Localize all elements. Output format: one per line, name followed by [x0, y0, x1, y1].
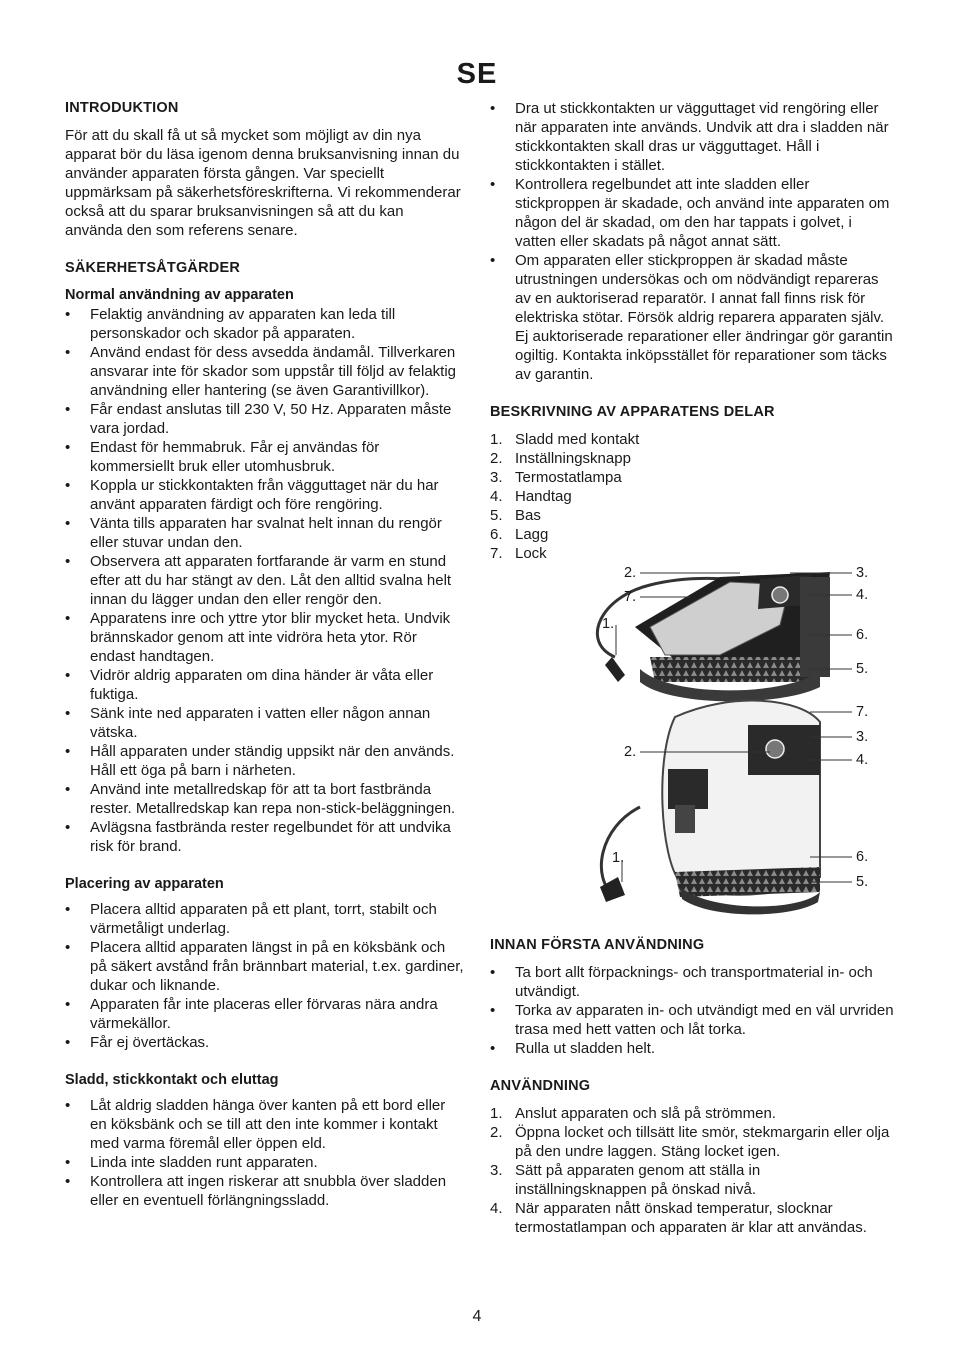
figure-label: 5. [856, 874, 869, 890]
normal-use-list [65, 305, 465, 856]
list-item: • Använd inte metallredskap för att ta bort fastbrända rester. Metallredskap kan repa non-stick-beläggningen. [65, 781, 456, 817]
list-item: • Låt aldrig sladden hänga över kanten på ett bord eller en köksbänk och se till att den inte kommer i kontakt med varma föremål eller öppen eld. [65, 1097, 446, 1152]
list-item: 3. Sätt på apparaten genom att ställa in inställningsknappen på önskad nivå. [490, 1162, 761, 1198]
before-first-use-heading: INNAN FÖRSTA ANVÄNDNING [490, 937, 705, 953]
cord-heading: Sladd, stickkontakt och eluttag [65, 1072, 279, 1088]
right-column [490, 99, 895, 1237]
list-item: • Ta bort allt förpacknings- och transportmaterial in- och utvändigt. [490, 964, 873, 1000]
figure-label: 2. [624, 565, 637, 581]
part-item: 7. Lock [490, 545, 547, 562]
figure-label: 4. [856, 587, 869, 603]
parts-list [490, 430, 895, 563]
page-language-code: SE [456, 58, 498, 90]
intro-heading: INTRODUKTION [65, 100, 179, 116]
usage-list [490, 1104, 895, 1237]
part-item: 2. Inställningsknapp [490, 450, 631, 467]
list-item: • Felaktig användning av apparaten kan leda till personskador och skador på apparaten. [65, 306, 396, 342]
list-item: • Kontrollera att ingen riskerar att snubbla över sladden eller en eventuell förlängningssladd. [65, 1173, 447, 1209]
left-column [65, 99, 465, 1210]
list-item: • Apparaten får inte placeras eller förvaras nära andra värmekällor. [65, 996, 438, 1032]
page-number: 4 [472, 1308, 482, 1325]
waffle-iron-drawing [490, 557, 880, 917]
list-item: • Får endast anslutas till 230 V, 50 Hz. Apparaten måste vara jordad. [65, 401, 452, 437]
list-item: • Dra ut stickkontakten ur vägguttaget vid rengöring eller när apparaten inte används. Undvik att dra i sladden när stickkontakten skall dras ur vägguttaget. Håll i stickkontakten i stället. [490, 100, 889, 174]
figure-label: 1. [602, 616, 615, 632]
list-item: • Linda inte sladden runt apparaten. [65, 1154, 318, 1171]
list-item: • Apparatens inre och yttre ytor blir mycket heta. Undvik brännskador genom att inte vidröra heta ytor. Rör endast handtagen. [65, 610, 451, 665]
figure-label: 4. [856, 752, 869, 768]
list-item: • Använd endast för dess avsedda ändamål. Tillverkaren ansvarar inte för skador som uppstår till följd av felaktig användning eller hantering (se även Garantivillkor). [65, 344, 456, 399]
cord-list [65, 1096, 465, 1210]
figure-label: 7. [856, 704, 869, 720]
list-item: 4. När apparaten nått önskad temperatur, slocknar termostatlampan och apparaten är klar att användas. [490, 1200, 867, 1236]
figure-label: 6. [856, 627, 869, 643]
figure-label: 7. [624, 589, 637, 605]
normal-use-heading: Normal användning av apparaten [65, 287, 294, 303]
list-item: • Får ej övertäckas. [65, 1034, 210, 1051]
list-item: • Kontrollera regelbundet att inte sladden eller stickproppen är skadade, och använd inte apparaten om någon del är skadad, om den har tappats i golvet, i vatten eller skadats på något annat sätt. [490, 176, 890, 250]
figure-label: 1. [612, 850, 625, 866]
list-item: • Om apparaten eller stickproppen är skadad måste utrustningen undersökas och om nödvändigt repareras av en auktoriserad reparatör. I annat fall finns risk för elektriska stötar. Försök aldrig reparera apparaten själv. Ej auktoriserade reparationer eller ändringar gör garantin ogiltig. Kontakta inköpsstället för reparationer som täcks av garantin. [490, 252, 893, 383]
list-item: • Endast för hemmabruk. Får ej användas för kommersiellt bruk eller utomhusbruk. [65, 439, 380, 475]
list-item: 1. Anslut apparaten och slå på strömmen. [490, 1105, 776, 1122]
part-item: 1. Sladd med kontakt [490, 431, 640, 448]
waffle-iron-open-view [600, 701, 820, 915]
list-item: • Koppla ur stickkontakten från vägguttaget när du har använt apparaten färdigt och före rengöring. [65, 477, 439, 513]
part-item: 6. Lagg [490, 526, 549, 543]
safety-heading: SÄKERHETSÅTGÄRDER [65, 260, 240, 276]
list-item: 2. Öppna locket och tillsätt lite smör, stekmargarin eller olja på den undre laggen. Stäng locket igen. [490, 1124, 890, 1160]
list-item: • Placera alltid apparaten på ett plant, torrt, stabilt och värmetåligt underlag. [65, 901, 437, 937]
list-item: • Placera alltid apparaten längst in på en köksbänk och på säkert avstånd från brännbart material, t.ex. gardiner, dukar och liknande. [65, 939, 464, 994]
part-item: 4. Handtag [490, 488, 572, 505]
figure-label: 5. [856, 661, 869, 677]
part-item: 5. Bas [490, 507, 541, 524]
list-item: • Observera att apparaten fortfarande är varm en stund efter att du har stängt av den. Låt den alltid svalna helt innan du lägger undan den eller rengör den. [65, 553, 452, 608]
figure-label: 3. [856, 565, 869, 581]
placement-list [65, 900, 465, 1052]
list-item: • Torka av apparaten in- och utvändigt med en väl urvriden trasa med hett vatten och låt torka. [490, 1002, 894, 1038]
parts-heading: BESKRIVNING AV APPARATENS DELAR [490, 404, 775, 420]
list-item: • Vidrör aldrig apparaten om dina händer är våta eller fuktiga. [65, 667, 434, 703]
cord-list-continued [490, 99, 895, 384]
usage-heading: ANVÄNDNING [490, 1078, 591, 1094]
list-item: • Sänk inte ned apparaten i vatten eller någon annan vätska. [65, 705, 431, 741]
product-illustration [490, 557, 880, 917]
list-item: • Vänta tills apparaten har svalnat helt innan du rengör eller stuvar undan den. [65, 515, 442, 551]
intro-text: För att du skall få ut så mycket som möjligt av din nya apparat bör du läsa igenom denna bruksanvisning innan du använder apparaten första gången. Var speciellt uppmärksam på säkerhetsföreskrifterna. Vi rekommenderar också att du sparar bruksanvisningen så att du kan använda den som referens senare. [65, 127, 461, 239]
list-item: • Avlägsna fastbrända rester regelbundet för att undvika risk för brand. [65, 819, 451, 855]
list-item: • Håll apparaten under ständig uppsikt när den används. Håll ett öga på barn i närheten. [65, 743, 455, 779]
before-first-use-list [490, 963, 895, 1058]
figure-label: 2. [624, 744, 637, 760]
figure-label: 3. [856, 729, 869, 745]
placement-heading: Placering av apparaten [65, 876, 224, 892]
list-item: • Rulla ut sladden helt. [490, 1040, 656, 1057]
figure-label: 6. [856, 849, 869, 865]
part-item: 3. Termostatlampa [490, 469, 622, 486]
